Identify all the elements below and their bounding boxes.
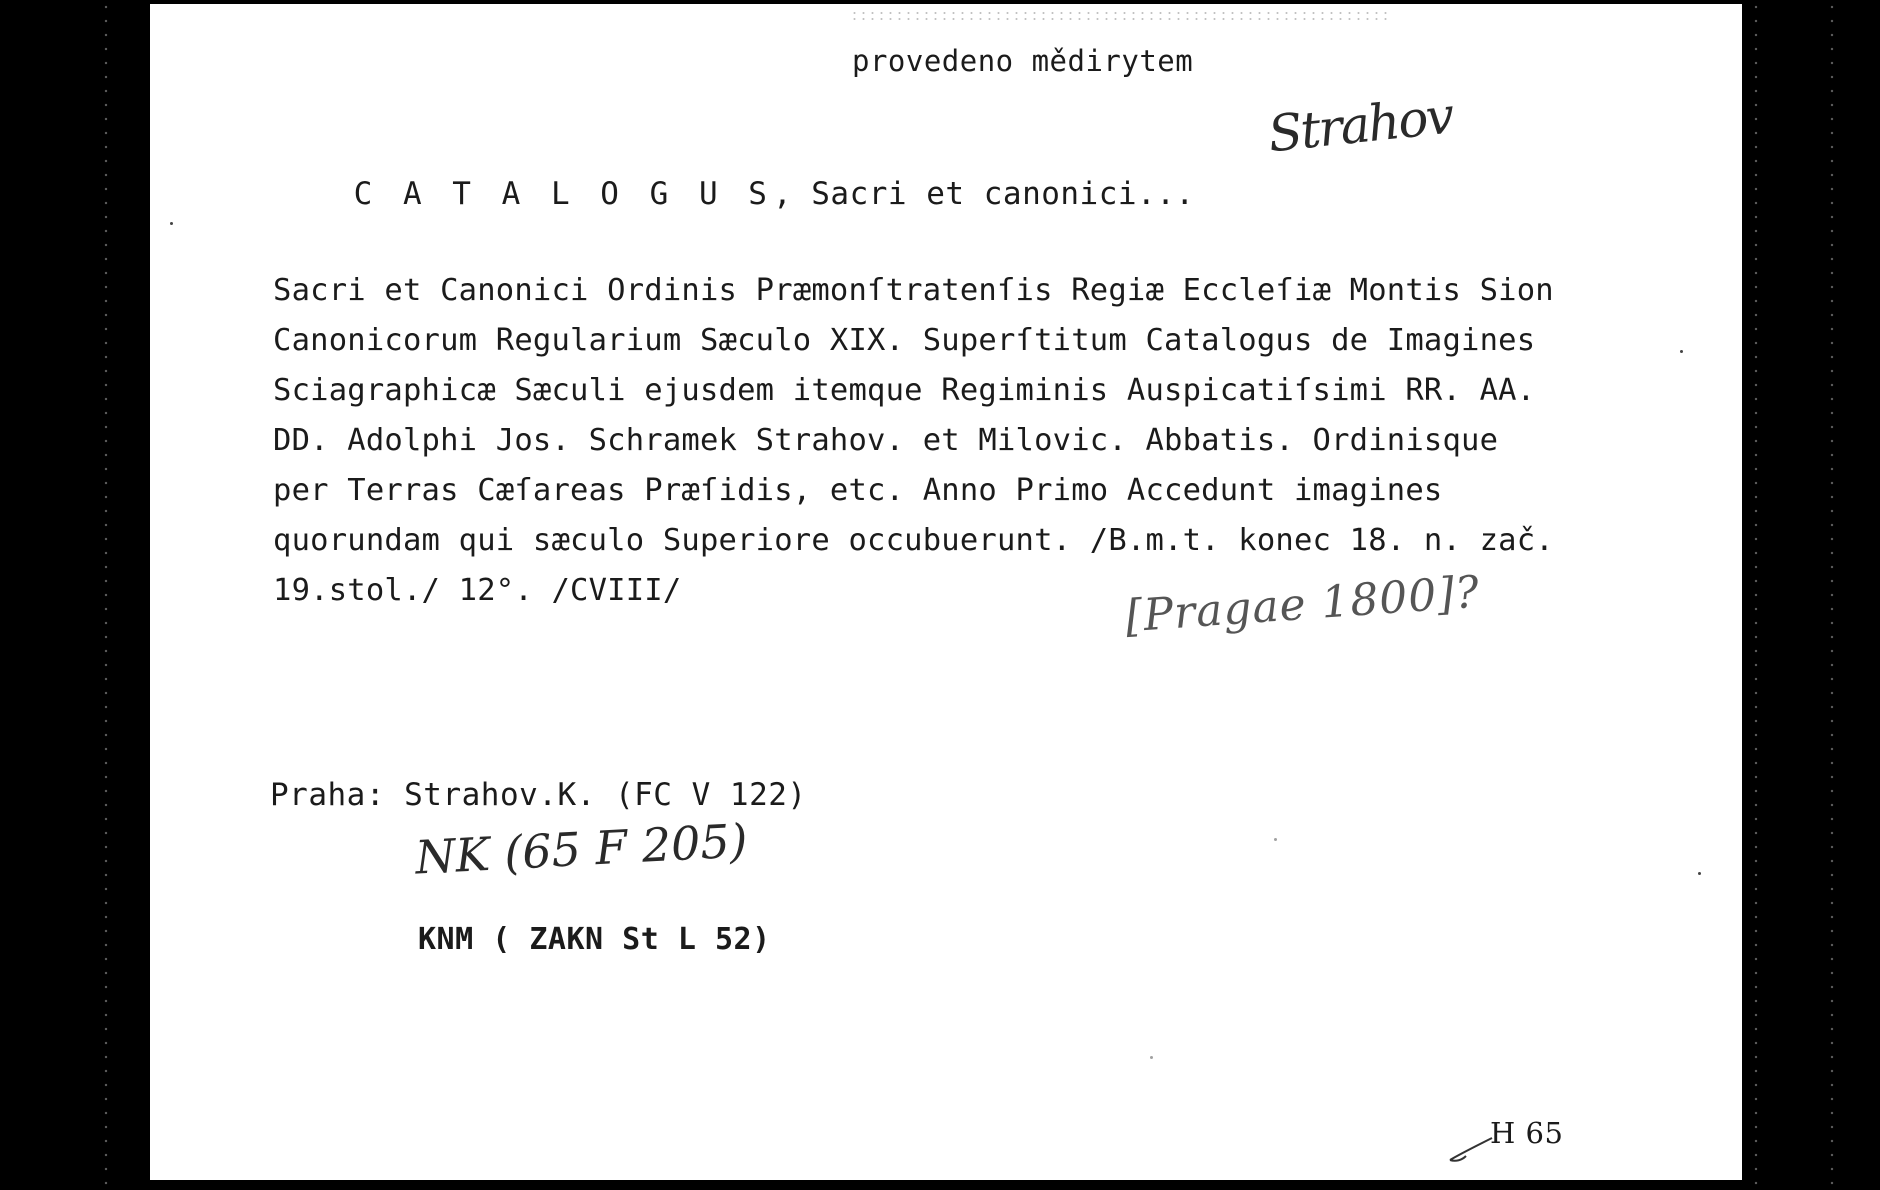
description-line: per Terras Cæſareas Præſidis, etc. Anno Primo Accedunt imagines [273, 473, 1443, 508]
description-line: 19.stol./ 12°. /CVIII/ [273, 573, 682, 608]
scan-speck [1274, 838, 1277, 841]
description-line: quorundam qui sæculo Superiore occubuerunt. /B.m.t. konec 18. n. zač. [273, 523, 1554, 558]
scan-speck [170, 222, 173, 225]
engraving-note: provedeno mědirytem [852, 44, 1194, 78]
handwritten-date: [Pragae 1800]? [1123, 566, 1482, 643]
catalog-heading [277, 140, 1195, 248]
heading-main: C A T A L O G U S [353, 176, 773, 212]
catalog-card [150, 4, 1742, 1180]
description-line: Sacri et Canonici Ordinis Præmonſtratenſis Regiæ Eccleſiæ Montis Sion [273, 273, 1554, 308]
scan-speck [1680, 350, 1683, 353]
left-scan-edge [104, 0, 108, 1190]
holding-praha: Praha: Strahov.K. (FC V 122) [270, 777, 807, 813]
holding-knm: KNM ( ZAKN St L 52) [418, 922, 771, 957]
handwritten-location: Strahov [1265, 86, 1456, 164]
heading-rest: , Sacri et canonici... [772, 176, 1195, 212]
scan-speck [1698, 872, 1701, 875]
right-scan-edge-1 [1754, 0, 1758, 1190]
description-line: Sciagraphicæ Sæculi ejusdem itemque Regiminis Auspicatiſsimi RR. AA. [273, 373, 1536, 408]
card-code: H 65 [1490, 1116, 1564, 1150]
description-line: DD. Adolphi Jos. Schramek Strahov. et Milovic. Abbatis. Ordinisque [273, 423, 1499, 458]
right-scan-edge-2 [1830, 0, 1834, 1190]
handwritten-nk: NK (65 F 205) [413, 813, 749, 885]
description-line: Canonicorum Regularium Sæculo XIX. Superſtitum Catalogus de Imagines [273, 323, 1536, 358]
description-block [273, 266, 1554, 616]
pencil-tick-mark [1448, 1134, 1498, 1164]
scan-speck [1150, 1056, 1153, 1059]
